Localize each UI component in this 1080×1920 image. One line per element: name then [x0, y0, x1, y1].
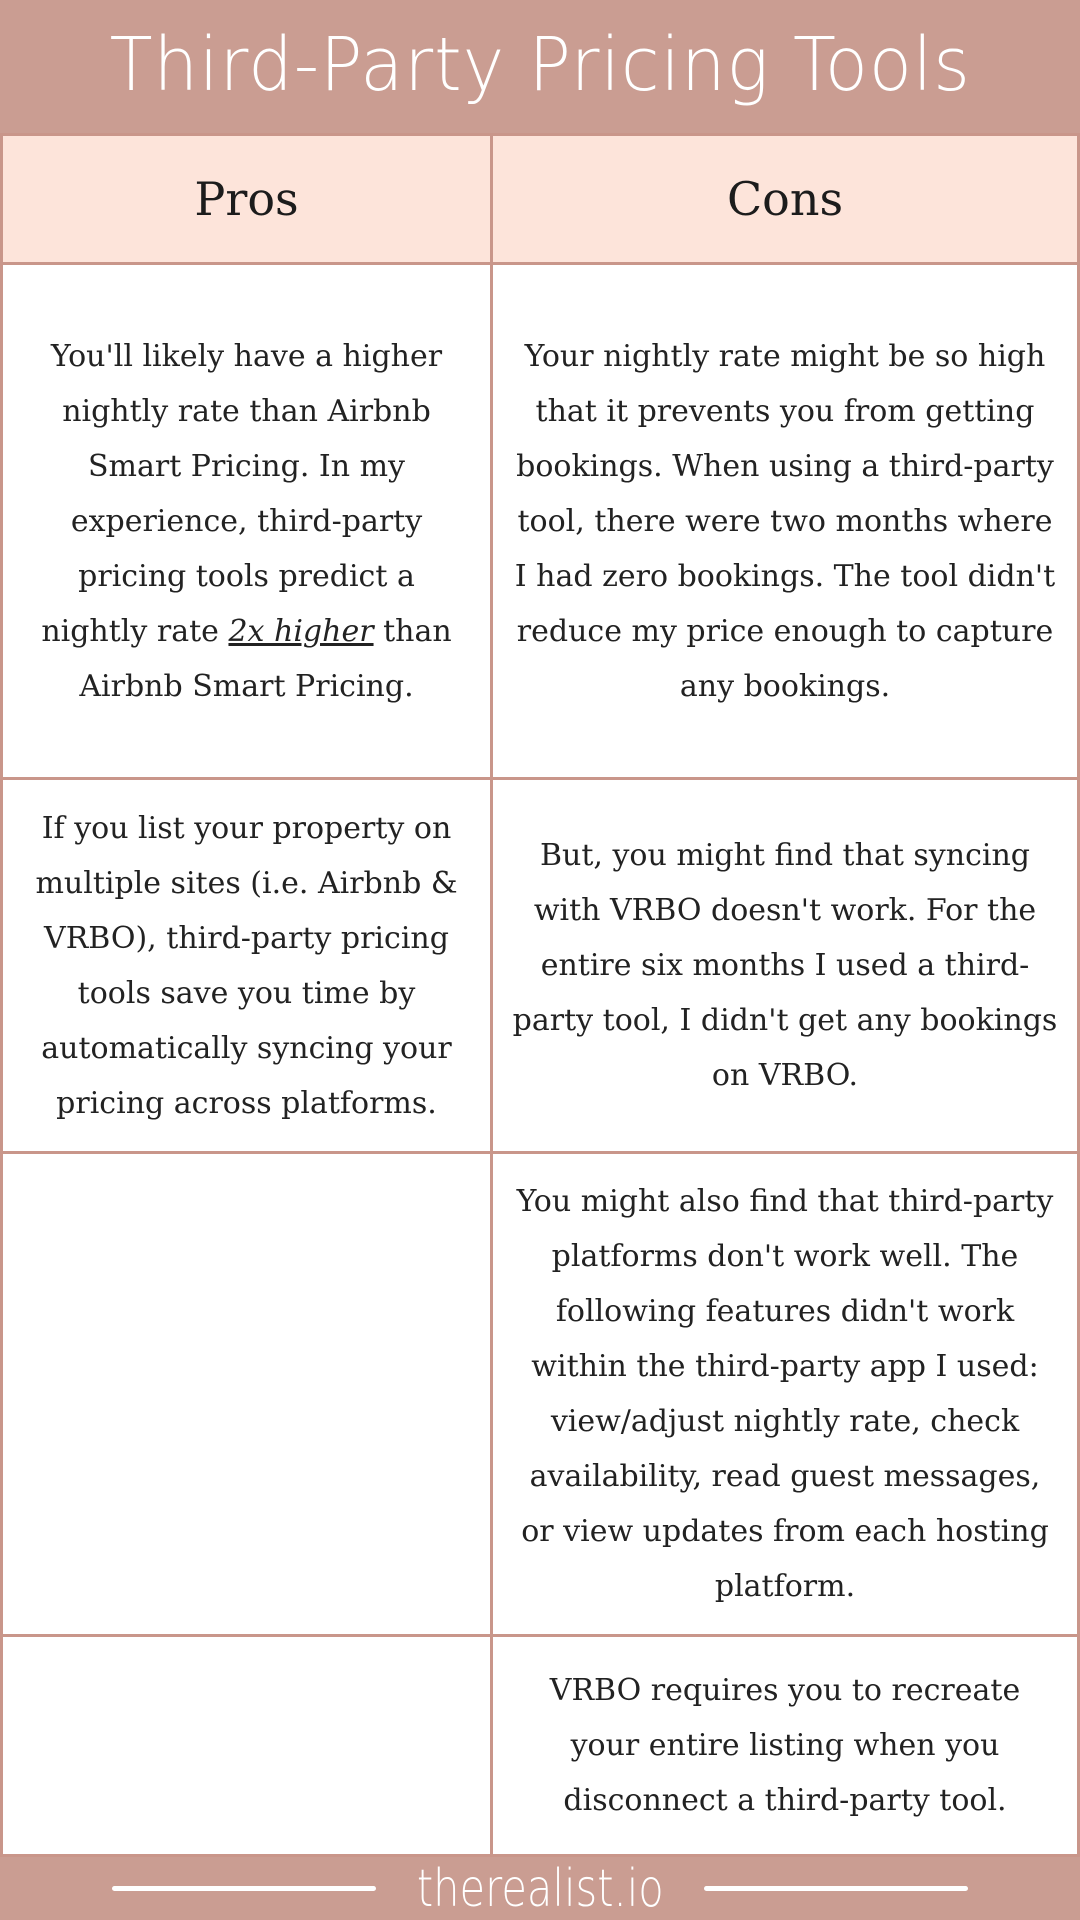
table-row	[0, 1634, 1080, 1857]
pros-cell	[0, 262, 493, 780]
pros-cell-empty	[0, 1634, 493, 1857]
header-pros	[0, 133, 493, 265]
cons-cell	[490, 1634, 1080, 1857]
header-cons	[490, 133, 1080, 265]
cons-text: You might also find that third-party platforms don't work well. The following features didn't work within the third-party app I used: view/adjust nightly rate, check availability, read guest messages, or view updates from each hosting platform.	[516, 1184, 1054, 1604]
cons-text: Your nightly rate might be so high that it prevents you from getting bookings. When using a third-party tool, there were two months where I had zero bookings. The tool didn't reduce my price enough to capture any bookings.	[514, 338, 1056, 704]
pros-text	[3, 329, 490, 714]
pros-cons-table	[0, 133, 1080, 1857]
pros-cell	[0, 777, 493, 1154]
cons-cell	[490, 262, 1080, 780]
pros-heading: Pros	[194, 172, 299, 226]
cons-cell	[490, 1151, 1080, 1637]
footer	[0, 1857, 1080, 1920]
title-band	[0, 0, 1080, 133]
pros-text: If you list your property on multiple sites (i.e. Airbnb & VRBO), third-party pricing tools save you time by automatically syncing your pricing across platforms.	[35, 810, 458, 1121]
pros-text-end: than Airbnb Smart Pricing.	[79, 613, 452, 704]
table-row	[0, 777, 1080, 1154]
cons-text: But, you might find that syncing with VRBO doesn't work. For the entire six months I used a third-party tool, I didn't get any bookings on VRBO.	[512, 838, 1058, 1093]
pros-cell-empty	[0, 1151, 493, 1637]
table-row	[0, 1151, 1080, 1637]
cons-heading: Cons	[726, 172, 844, 226]
table-row	[0, 262, 1080, 780]
footer-divider-right	[704, 1886, 968, 1891]
header-row	[0, 133, 1080, 265]
pros-text-start: You'll likely have a higher nightly rate than Airbnb Smart Pricing. In my experience, third-party pricing tools predict a nightly rate	[41, 338, 443, 649]
cons-cell	[490, 777, 1080, 1154]
footer-site: therealist.io	[416, 1858, 664, 1919]
cons-text: VRBO requires you to recreate your entire listing when you disconnect a third-party tool.	[549, 1673, 1021, 1818]
footer-divider-left	[112, 1886, 376, 1891]
emphasis-text: 2x higher	[228, 613, 374, 649]
page-title: Third-Party Pricing Tools	[109, 21, 971, 108]
